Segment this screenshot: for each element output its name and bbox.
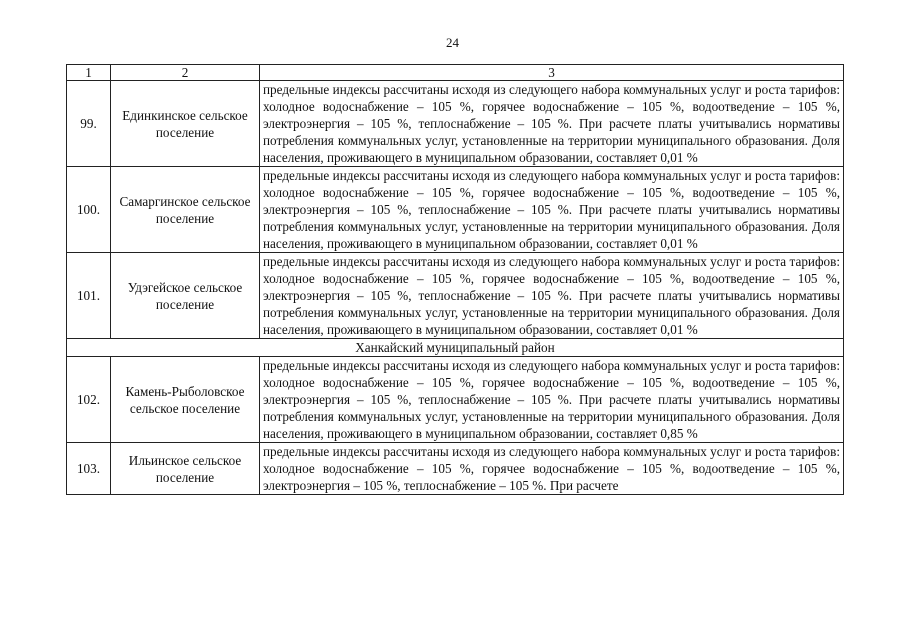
settlement-name: Самаргинское сельское поселение [111, 167, 260, 253]
table-row [67, 167, 844, 253]
section-row [67, 339, 844, 357]
settlement-name: Единкинское сельское поселение [111, 81, 260, 167]
settlement-name: Ильинское сельское поселение [111, 443, 260, 495]
row-description: предельные индексы рассчитаны исходя из следующего набора коммунальных услуг и роста тарифов: холодное водоснабжение – 105 %, горячее водоснабжение – 105 %, водоотведение – 105 %, электроэнергия – 105 %, теплоснабжение – 105 %. При расчете платы учитывались нормативы потребления коммунальных услуг, установленные на территории муниципального образования. Доля населения, проживающего в муниципальном образовании, составляет 0,01 % [260, 81, 844, 167]
settlement-name: Камень-Рыболовское сельское поселение [111, 357, 260, 443]
row-number: 103. [67, 443, 111, 495]
row-description: предельные индексы рассчитаны исходя из следующего набора коммунальных услуг и роста тарифов: холодное водоснабжение – 105 %, горячее водоснабжение – 105 %, водоотведение – 105 %, электроэнергия – 105 %, теплоснабжение – 105 %. При расчете платы учитывались нормативы потребления коммунальных услуг, установленные на территории муниципального образования. Доля населения, проживающего в муниципальном образовании, составляет 0,01 % [260, 167, 844, 253]
column-header-3: 3 [260, 65, 844, 81]
page-number: 24 [446, 35, 459, 50]
table-row [67, 253, 844, 339]
row-description: предельные индексы рассчитаны исходя из следующего набора коммунальных услуг и роста тарифов: холодное водоснабжение – 105 %, горячее водоснабжение – 105 %, водоотведение – 105 %, электроэнергия – 105 %, теплоснабжение – 105 %. При расчете платы учитывались нормативы потребления коммунальных услуг, установленные на территории муниципального образования. Доля населения, проживающего в муниципальном образовании, составляет 0,85 % [260, 357, 844, 443]
column-header-1: 1 [67, 65, 111, 81]
table-header-row [67, 65, 844, 81]
row-number: 99. [67, 81, 111, 167]
table-row [67, 357, 844, 443]
table-row [67, 443, 844, 495]
row-description: предельные индексы рассчитаны исходя из следующего набора коммунальных услуг и роста тарифов: холодное водоснабжение – 105 %, горячее водоснабжение – 105 %, водоотведение – 105 %, электроэнергия – 105 %, теплоснабжение – 105 %. При расчете платы учитывались нормативы потребления коммунальных услуг, установленные на территории муниципального образования. Доля населения, проживающего в муниципальном образовании, составляет 0,01 % [260, 253, 844, 339]
settlement-name: Удэгейское сельское поселение [111, 253, 260, 339]
table-row [67, 81, 844, 167]
section-title: Ханкайский муниципальный район [67, 339, 844, 357]
row-number: 101. [67, 253, 111, 339]
tariff-table [66, 64, 844, 495]
row-number: 102. [67, 357, 111, 443]
row-description: предельные индексы рассчитаны исходя из следующего набора коммунальных услуг и роста тарифов: холодное водоснабжение – 105 %, горячее водоснабжение – 105 %, водоотведение – 105 %, электроэнергия – 105 %, теплоснабжение – 105 %. При расчете [260, 443, 844, 495]
row-number: 100. [67, 167, 111, 253]
column-header-2: 2 [111, 65, 260, 81]
